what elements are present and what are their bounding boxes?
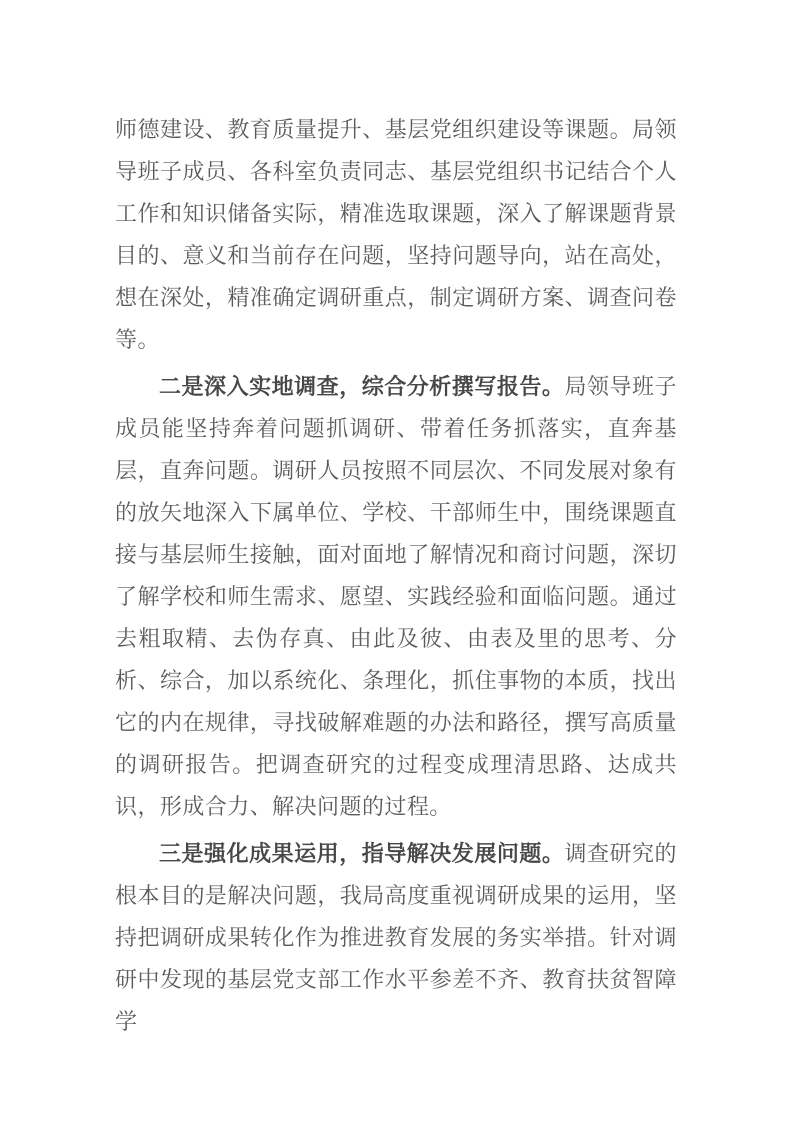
paragraph	[115, 366, 677, 828]
paragraph-lead-bold: 三是强化成果运用，指导解决发展问题。	[159, 841, 565, 866]
paragraph	[115, 109, 677, 361]
paragraph-body: 调查研究的根本目的是解决问题，我局高度重视调研成果的运用，坚持把调研成果转化作为推进教育发展的务实举措。针对调研中发现的基层党支部工作水平参差不齐、教育扶贫智障学	[115, 841, 677, 1034]
paragraph-body: 局领导班子成员能坚持奔着问题抓调研、带着任务抓落实，直奔基层，直奔问题。调研人员按照不同层次、不同发展对象有的放矢地深入下属单位、学校、干部师生中，围绕课题直接与基层师生接触，面对面地了解情况和商讨问题，深切了解学校和师生需求、愿望、实践经验和面临问题。通过去粗取精、去伪存真、由此及彼、由表及里的思考、分析、综合，加以系统化、条理化，抓住事物的本质，找出它的内在规律，寻找破解难题的办法和路径，撰写高质量的调研报告。把调查研究的过程变成理清思路、达成共识，形成合力、解决问题的过程。	[115, 374, 677, 819]
paragraph-lead-bold: 二是深入实地调查，综合分析撰写报告。	[159, 374, 565, 399]
paragraph-body: 师德建设、教育质量提升、基层党组织建设等课题。局领导班子成员、各科室负责同志、基层党组织书记结合个人工作和知识储备实际，精准选取课题，深入了解课题背景目的、意义和当前存在问题，坚持问题导向，站在高处，想在深处，精准确定调研重点，制定调研方案、调查问卷等。	[115, 117, 677, 352]
document-text-block	[115, 109, 677, 1043]
paragraph	[115, 833, 677, 1043]
